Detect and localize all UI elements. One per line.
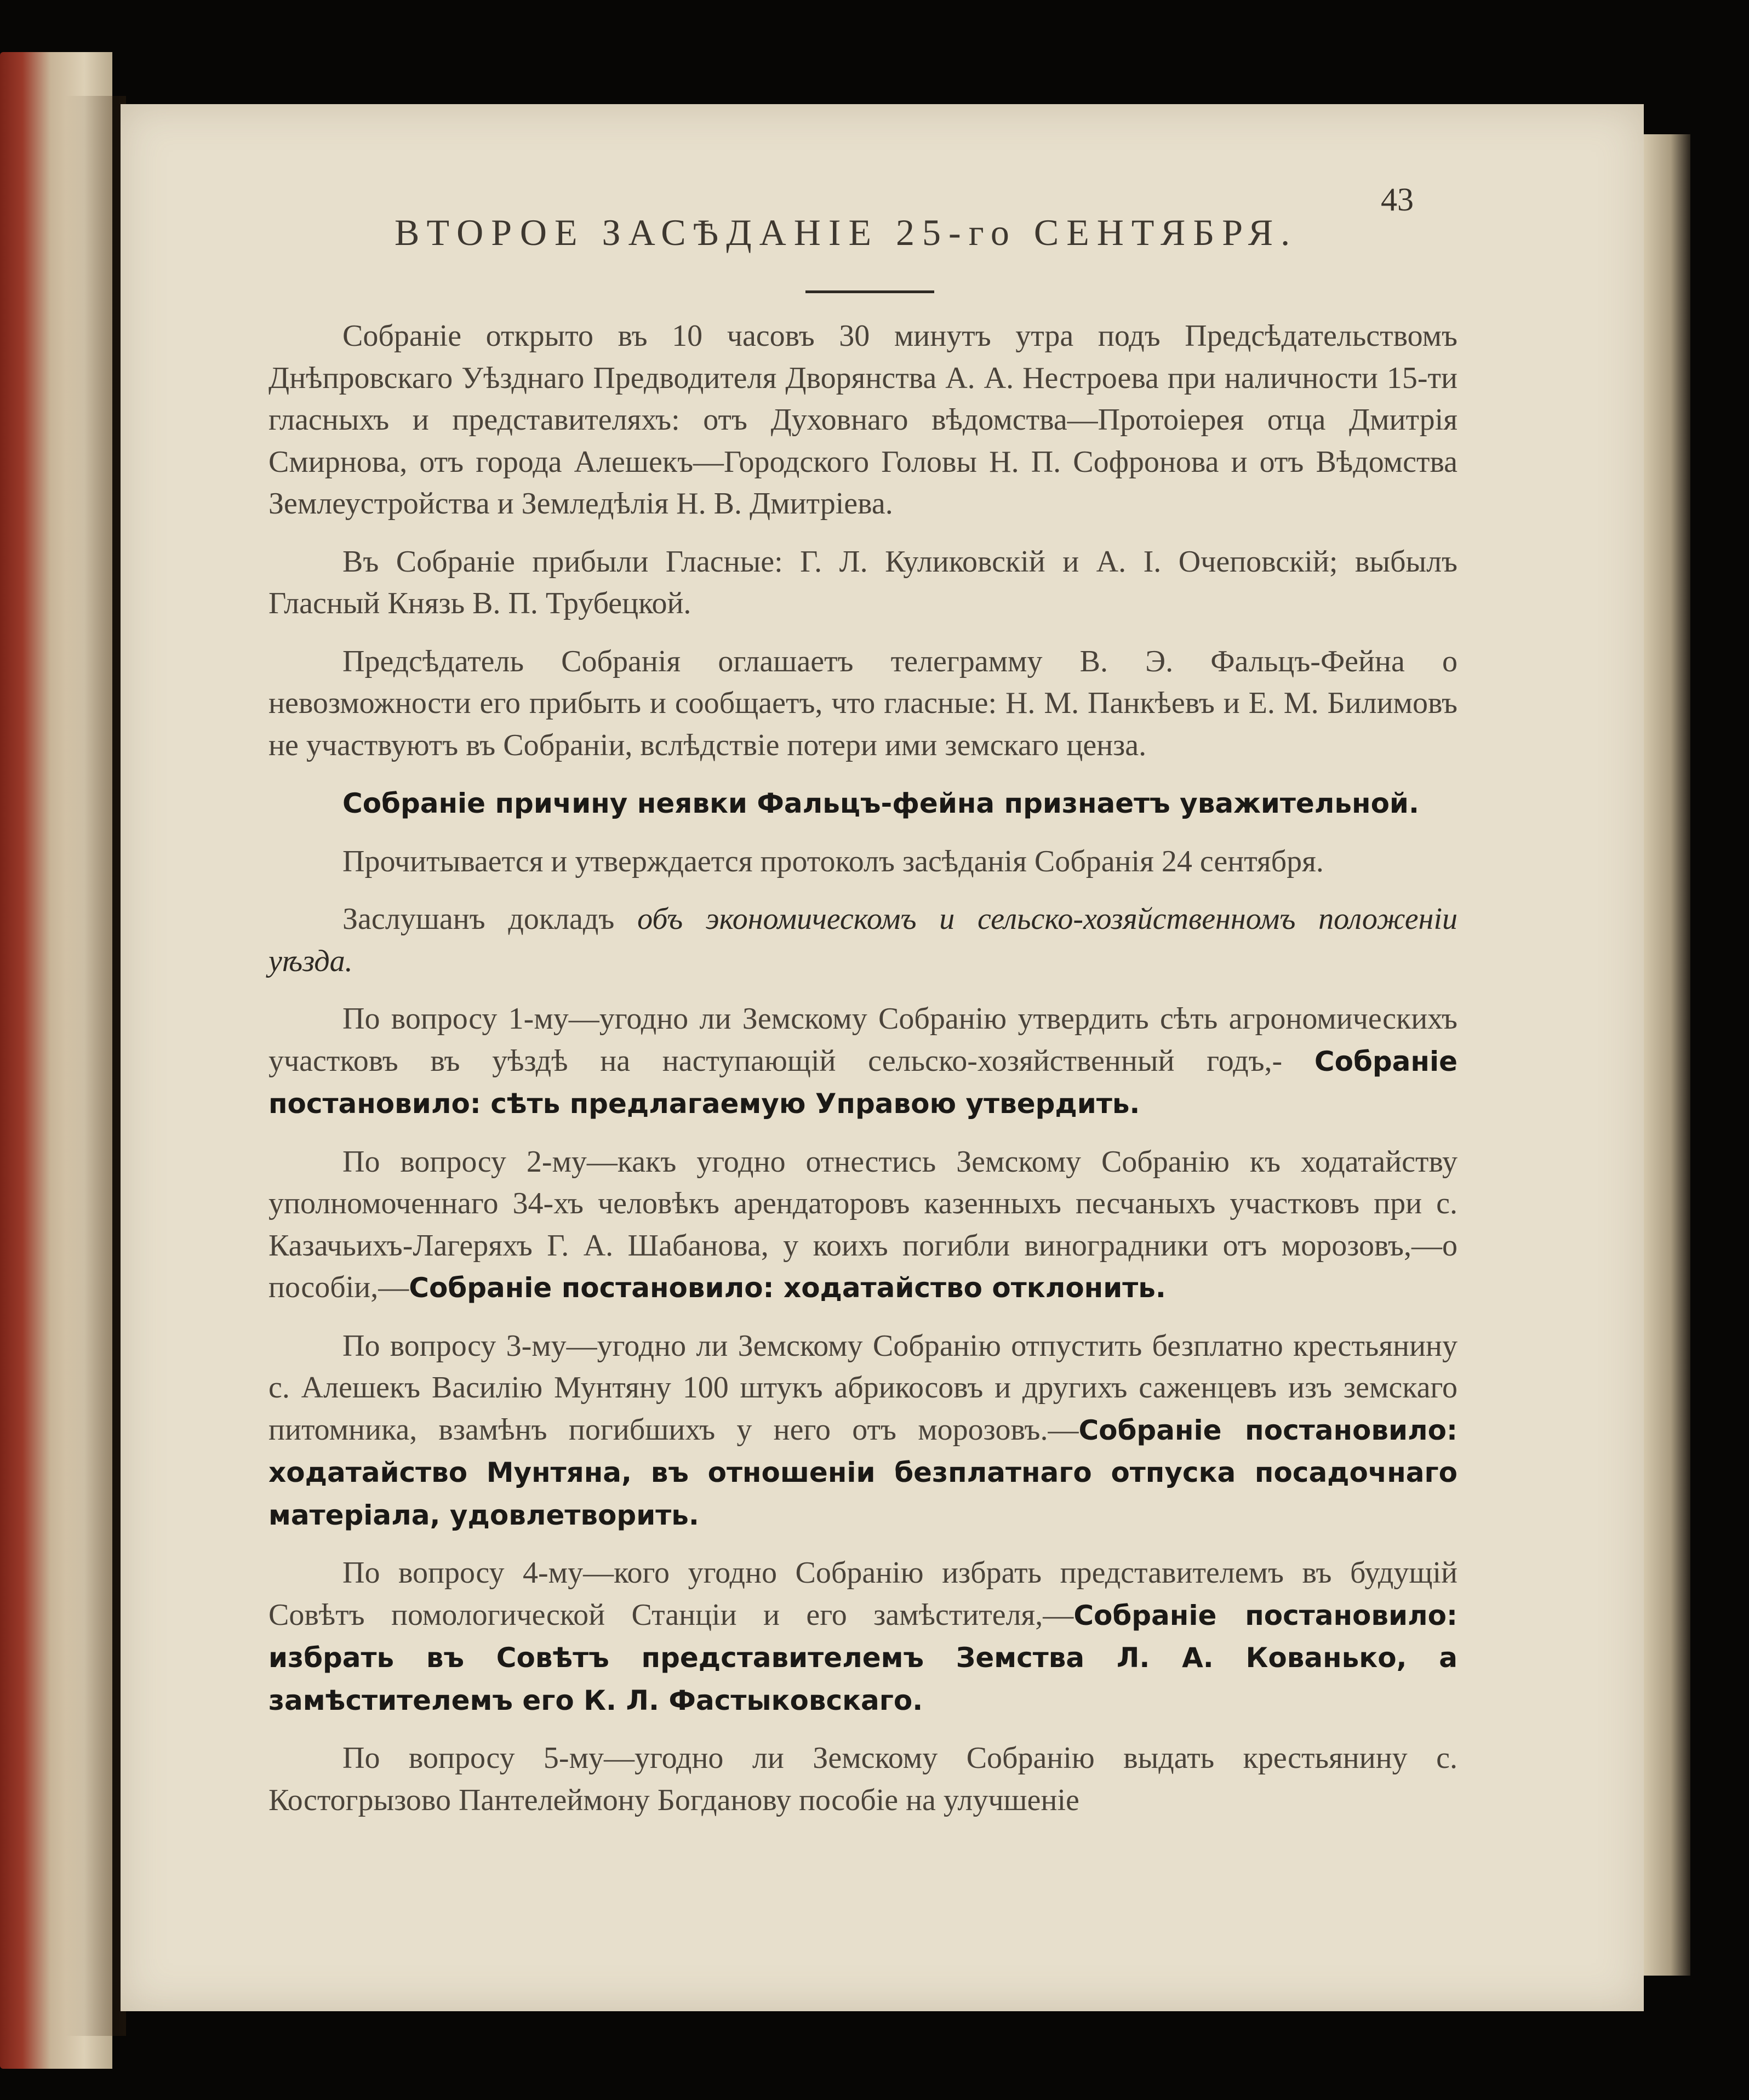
paragraph-text: Заслушанъ докладъ — [342, 902, 638, 936]
question-paragraph — [268, 1737, 1458, 1821]
question-text: По вопросу 3-му—угодно ли Земскому Собранію отпустить безплатно крестьянину с. Алешекъ Василію Мунтяну 100 штукъ абрикосовъ и другихъ саженцевъ изъ земскаго питомника, взамѣнъ погибшихъ у него отъ морозовъ.— — [268, 1328, 1458, 1447]
heading-rule — [805, 290, 934, 293]
question-paragraph — [268, 1141, 1458, 1309]
paragraph — [268, 541, 1458, 625]
gutter-shadow — [66, 96, 126, 2036]
resolution-text: Собраніе постановило: ходатайство отклонить. — [409, 1272, 1166, 1304]
question-paragraph — [268, 998, 1458, 1125]
resolution-text: Собраніе постановило: ходатайство Мунтяна, въ отношеніи безплатнаго отпуска посадочнаго матеріала, удовлетворить. — [268, 1414, 1458, 1531]
page-edge-right — [1641, 134, 1690, 1976]
report-title: объ экономическомъ и сельско-хозяйственномъ положеніи уѣзда. — [268, 902, 1458, 978]
paragraph-text: Предсѣдатель Собранія оглашаетъ телеграмму В. Э. Фальцъ-Фейна о невозможности его прибыть и сообщаетъ, что гласные: Н. М. Панкѣевъ и Е. М. Билимовъ не участвуютъ въ Собраніи, вслѣдствіе потери ими земскаго ценза. — [268, 644, 1458, 762]
question-text: По вопросу 5-му—угодно ли Земскому Собранію выдать крестьянину с. Костогрызово Пантелеймону Богданову пособіе на улучшеніе — [268, 1741, 1458, 1817]
question-paragraph — [268, 1552, 1458, 1721]
page-heading: ВТОРОЕ ЗАСѢДАНІЕ 25-го СЕНТЯБРЯ. — [395, 212, 1298, 253]
resolution-text: Собраніе постановило: избрать въ Совѣтъ представителемъ Земства Л. А. Кованько, а замѣстителемъ его К. Л. Фастыковскаго. — [268, 1599, 1458, 1716]
paragraph — [268, 641, 1458, 767]
resolution-paragraph — [268, 782, 1458, 825]
question-text: По вопросу 1-му—угодно ли Земскому Собранію утвердить сѣть агрономическихъ участковъ въ уѣздѣ на наступающій сельско-хозяйственный годъ,- — [268, 1002, 1458, 1078]
paragraph — [268, 315, 1458, 525]
page-body — [268, 315, 1458, 1837]
paragraph — [268, 898, 1458, 982]
paragraph-text: Въ Собраніе прибыли Гласные: Г. Л. Куликовскій и А. І. Очеповскій; выбылъ Гласный Князь В. П. Трубецкой. — [268, 544, 1458, 620]
page-number: 43 — [1381, 181, 1414, 218]
question-paragraph — [268, 1325, 1458, 1537]
question-text: По вопросу 4-му—кого угодно Собранію избрать представителемъ въ будущій Совѣтъ помологической Станціи и его замѣстителя,— — [268, 1556, 1458, 1632]
paragraph — [268, 841, 1458, 883]
question-text: По вопросу 2-му—какъ угодно отнестись Земскому Собранію къ ходатайству уполномоченнаго 34-хъ человѣкъ арендаторовъ казенныхъ песчаныхъ участковъ при с. Казачьихъ-Лагеряхъ Г. А. Шабанова, у коихъ погибли виноградники отъ морозовъ,—о пособіи,— — [268, 1144, 1458, 1304]
paragraph-text: Собраніе открыто въ 10 часовъ 30 минутъ утра подъ Предсѣдательствомъ Днѣпровскаго Уѣзднаго Предводителя Дворянства А. А. Нестроева при наличности 15-ти гласныхъ и представителяхъ: отъ Духовнаго вѣдомства—Протоіерея отца Дмитрія Смирнова, отъ города Алешекъ—Городского Головы Н. П. Софронова и отъ Вѣдомства Землеустройства и Земледѣлія Н. В. Дмитріева. — [268, 319, 1458, 521]
resolution-text: Собраніе постановило: сѣть предлагаемую Управою утвердить. — [268, 1045, 1458, 1120]
paragraph-text: Прочитывается и утверждается протоколъ засѣданія Собранія 24 сентября. — [342, 844, 1324, 878]
resolution-text: Собраніе причину неявки Фальцъ-фейна признаетъ уважительной. — [342, 787, 1419, 819]
